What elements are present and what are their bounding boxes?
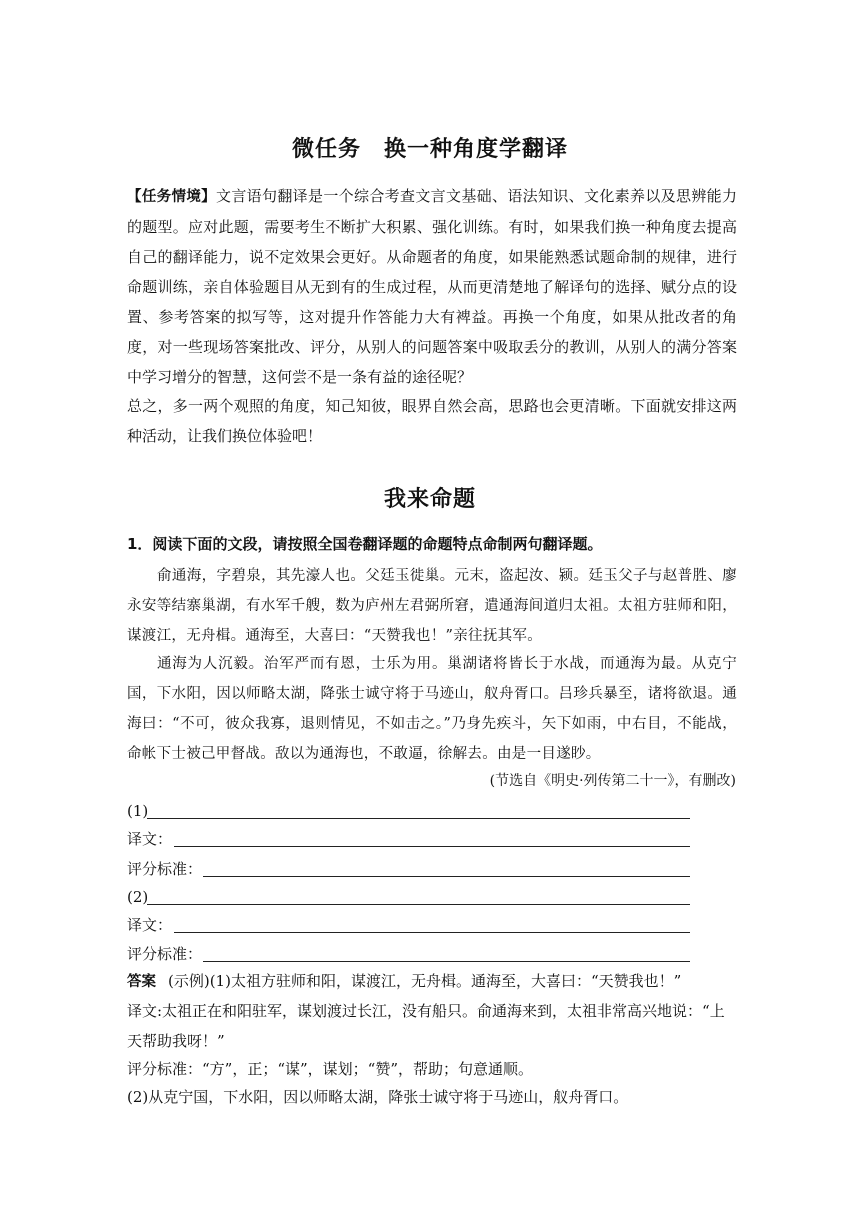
blank-label-6: 评分标准： [127,945,203,963]
answer-label: 答案 [127,974,156,990]
translation-blank-1[interactable] [174,846,690,847]
answer-blank-2[interactable] [147,904,690,905]
criteria-blank-1[interactable] [203,876,690,877]
answer-line-2: (2)从克宁国，下水阳，因以师略太湖，降张士诚守将于马迹山，舣舟胥口。 [127,1088,629,1106]
passage-source: (节选自《明史·列传第二十一》，有删改) [489,773,736,789]
section-title: 我来命题 [383,487,476,512]
question-prompt: 1．阅读下面的文段，请按照全国卷翻译题的命题特点命制两句翻译题。 [127,535,603,553]
answer-translation: 译文:太祖正在和阳驻军，谋划渡过长江，没有船只。俞通海来到，太祖非常高兴地说：“上天帮助我呀！” [127,1002,725,1050]
answer-blank-1[interactable] [147,818,690,819]
blank-label-5: 译文： [127,916,173,934]
intro-text: 文言语句翻译是一个综合考查文言文基础、语法知识、文化素养以及思辨能力的题型。应对此题，需要考生不断扩大积累、强化训练。有时，如果我们换一种角度去提高自己的翻译能力，说不定效果会更好。从命题者的角度，如果能熟悉试题命制的规律，进行命题训练，亲自体验题目从无到有的生成过程，从而更清楚地了解译句的选择、赋分点的设置、参考答案的拟写等，这对提升作答能力大有裨益。再换一个角度，如果从批改者的角度，对一些现场答案批改、评分，从别人的问题答案中吸取丢分的教训，从别人的满分答案中学习增分的智慧，这何尝不是一条有益的途径呢？ [127,187,737,386]
page-title: 微任务 换一种角度学翻译 [291,137,568,162]
answer-line-1 [127,966,737,997]
answer-criteria: 评分标准：“方”，正；“谋”，谋划；“赞”，帮助；句意通顺。 [127,1060,534,1078]
blank-label-2: 译文： [127,830,173,848]
blank-label-1: (1) [127,802,149,820]
intro-paragraph [127,181,737,392]
answer-example-1: (示例)(1)太祖方驻师和阳，谋渡江，无舟楫。通海至，大喜曰：“天赞我也！” [168,972,682,990]
intro-summary: 总之，多一两个观照的角度，知己知彼，眼界自然会高，思路也会更清晰。下面就安排这两种活动，让我们换位体验吧！ [127,397,737,445]
blank-label-3: 评分标准： [127,860,203,878]
intro-label: 【任务情境】 [127,189,216,205]
blank-label-4: (2) [127,888,149,906]
criteria-blank-2[interactable] [203,961,690,962]
passage-paragraph-2: 通海为人沉毅。治军严而有恩，士乐为用。巢湖诸将皆长于水战，而通海为最。从克宁国，下水阳，因以师略太湖，降张士诚守将于马迹山，舣舟胥口。吕珍兵暴至，诸将欲退。通海曰：“不可，彼众我寡，退则情见，不如击之。”乃身先疾斗，矢下如雨，中右目，不能战，命帐下士被己甲督战。敌以为通海也，不敢逼，徐解去。由是一目遂眇。 [127,656,737,762]
passage-paragraph-1: 俞通海，字碧泉，其先濠人也。父廷玉徙巢。元末，盗起汝、颍。廷玉父子与赵普胜、廖永安等结寨巢湖，有水军千艘，数为庐州左君弼所窘，遣通海间道归太祖。太祖方驻师和阳，谋渡江，无舟楫。通海至，大喜曰：“天赞我也！”亲往抚其军。 [127,568,737,644]
translation-blank-2[interactable] [174,932,690,933]
